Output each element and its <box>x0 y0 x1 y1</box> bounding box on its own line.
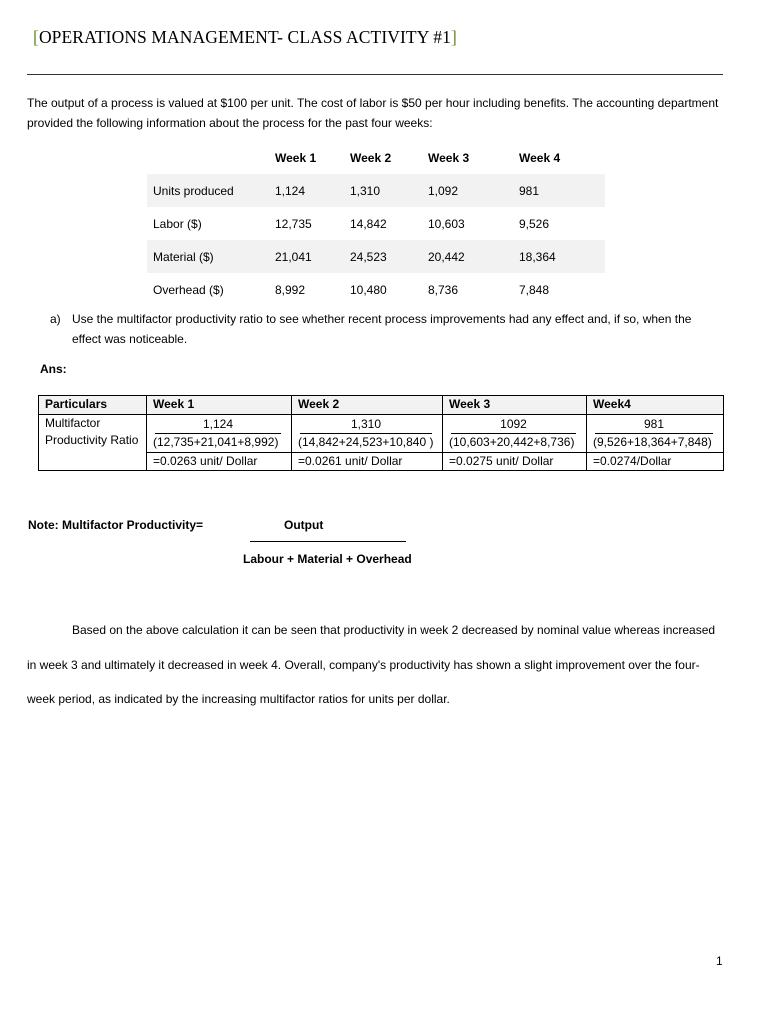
ratio-denominator: (10,603+20,442+8,736) <box>449 435 575 449</box>
process-data-table <box>147 141 605 306</box>
table-cell: 9,526 <box>519 216 550 231</box>
ratio-denominator: (12,735+21,041+8,992) <box>153 435 279 449</box>
ratio-cell-week1 <box>147 414 292 452</box>
answer-table-header-row <box>39 396 724 415</box>
answer-label: Ans: <box>40 362 67 376</box>
data-table-header-week1: Week 1 <box>275 150 317 165</box>
answer-header-week1: Week 1 <box>147 396 292 415</box>
table-cell: 20,442 <box>428 240 519 273</box>
title-text: OPERATIONS MANAGEMENT- CLASS ACTIVITY #1 <box>38 27 451 47</box>
data-table-header-row <box>147 141 605 174</box>
table-cell: 12,735 <box>275 216 312 231</box>
answer-header-week3: Week 3 <box>443 396 587 415</box>
table-cell: 1,092 <box>428 174 519 207</box>
data-table-row-material <box>147 240 605 273</box>
data-table-header-week4: Week 4 <box>519 150 561 165</box>
data-table-header-week2: Week 2 <box>350 150 392 165</box>
data-table-row-labor <box>147 207 605 240</box>
page-number: 1 <box>716 954 723 968</box>
row-label: Labor ($) <box>153 216 202 231</box>
answer-header-week2: Week 2 <box>292 396 443 415</box>
answer-header-week4: Week4 <box>587 396 724 415</box>
data-table-row-overhead <box>147 273 605 306</box>
data-table-row-units <box>147 174 605 207</box>
table-cell: 21,041 <box>275 240 350 273</box>
note-numerator: Output <box>284 518 324 532</box>
result-cell: =0.0263 unit/ Dollar <box>147 452 292 471</box>
row-label: Overhead ($) <box>153 282 224 297</box>
ratio-cell-week4 <box>587 414 724 452</box>
title-open-bracket: [ <box>33 27 39 47</box>
table-cell: 1,124 <box>275 174 350 207</box>
table-cell: 14,842 <box>350 216 387 231</box>
ratio-numerator: 981 <box>595 415 713 435</box>
data-table-header-blank <box>147 141 275 174</box>
result-cell: =0.0261 unit/ Dollar <box>292 452 443 471</box>
ratio-cell-week2 <box>292 414 443 452</box>
ratio-numerator: 1092 <box>451 415 576 435</box>
answer-row-label: Multifactor Productivity Ratio <box>39 414 147 471</box>
intro-paragraph: The output of a process is valued at $100 per unit. The cost of labor is $50 per hour including benefits. The accounting department provided the following information about the process for the past four weeks: <box>27 96 719 130</box>
title-divider <box>27 74 723 75</box>
table-cell: 10,603 <box>428 216 465 231</box>
table-cell: 8,992 <box>275 282 306 297</box>
row-label: Material ($) <box>147 240 275 273</box>
note-denominator: Labour + Material + Overhead <box>243 552 412 566</box>
title-close-bracket: ] <box>450 27 457 47</box>
table-cell: 7,848 <box>519 282 550 297</box>
answer-header-particulars: Particulars <box>39 396 147 415</box>
ratio-numerator: 1,310 <box>300 415 432 435</box>
row-label: Units produced <box>147 174 275 207</box>
ratio-denominator: (14,842+24,523+10,840 ) <box>298 435 434 449</box>
question-text: Use the multifactor productivity ratio to see whether recent process improvements had any effect and, if so, when the effect was noticeable. <box>72 312 692 346</box>
question-label: a) <box>50 312 61 326</box>
ratio-numerator: 1,124 <box>155 415 281 435</box>
result-cell: =0.0274/Dollar <box>587 452 724 471</box>
page-title <box>33 27 457 48</box>
answer-table <box>38 395 724 471</box>
table-cell: 18,364 <box>519 240 605 273</box>
conclusion-paragraph <box>27 613 727 717</box>
conclusion-text: Based on the above calculation it can be seen that productivity in week 2 decreased by nominal value whereas increased in week 3 and ultimately it decreased in week 4. Overall, company's productivity has shown a slight improvement over the four-week period, as indicated by the increasing multifactor ratios for units per dollar. <box>27 623 716 706</box>
data-table-header-week3: Week 3 <box>428 150 470 165</box>
note-fraction-bar <box>250 541 406 542</box>
table-cell: 1,310 <box>350 174 428 207</box>
note-label: Note: Multifactor Productivity= <box>28 518 204 532</box>
result-cell: =0.0275 unit/ Dollar <box>443 452 587 471</box>
ratio-cell-week3 <box>443 414 587 452</box>
ratio-denominator: (9,526+18,364+7,848) <box>593 435 712 449</box>
table-cell: 8,736 <box>428 282 459 297</box>
table-cell: 981 <box>519 174 605 207</box>
answer-row-ratio <box>39 414 724 452</box>
table-cell: 10,480 <box>350 282 387 297</box>
table-cell: 24,523 <box>350 240 428 273</box>
